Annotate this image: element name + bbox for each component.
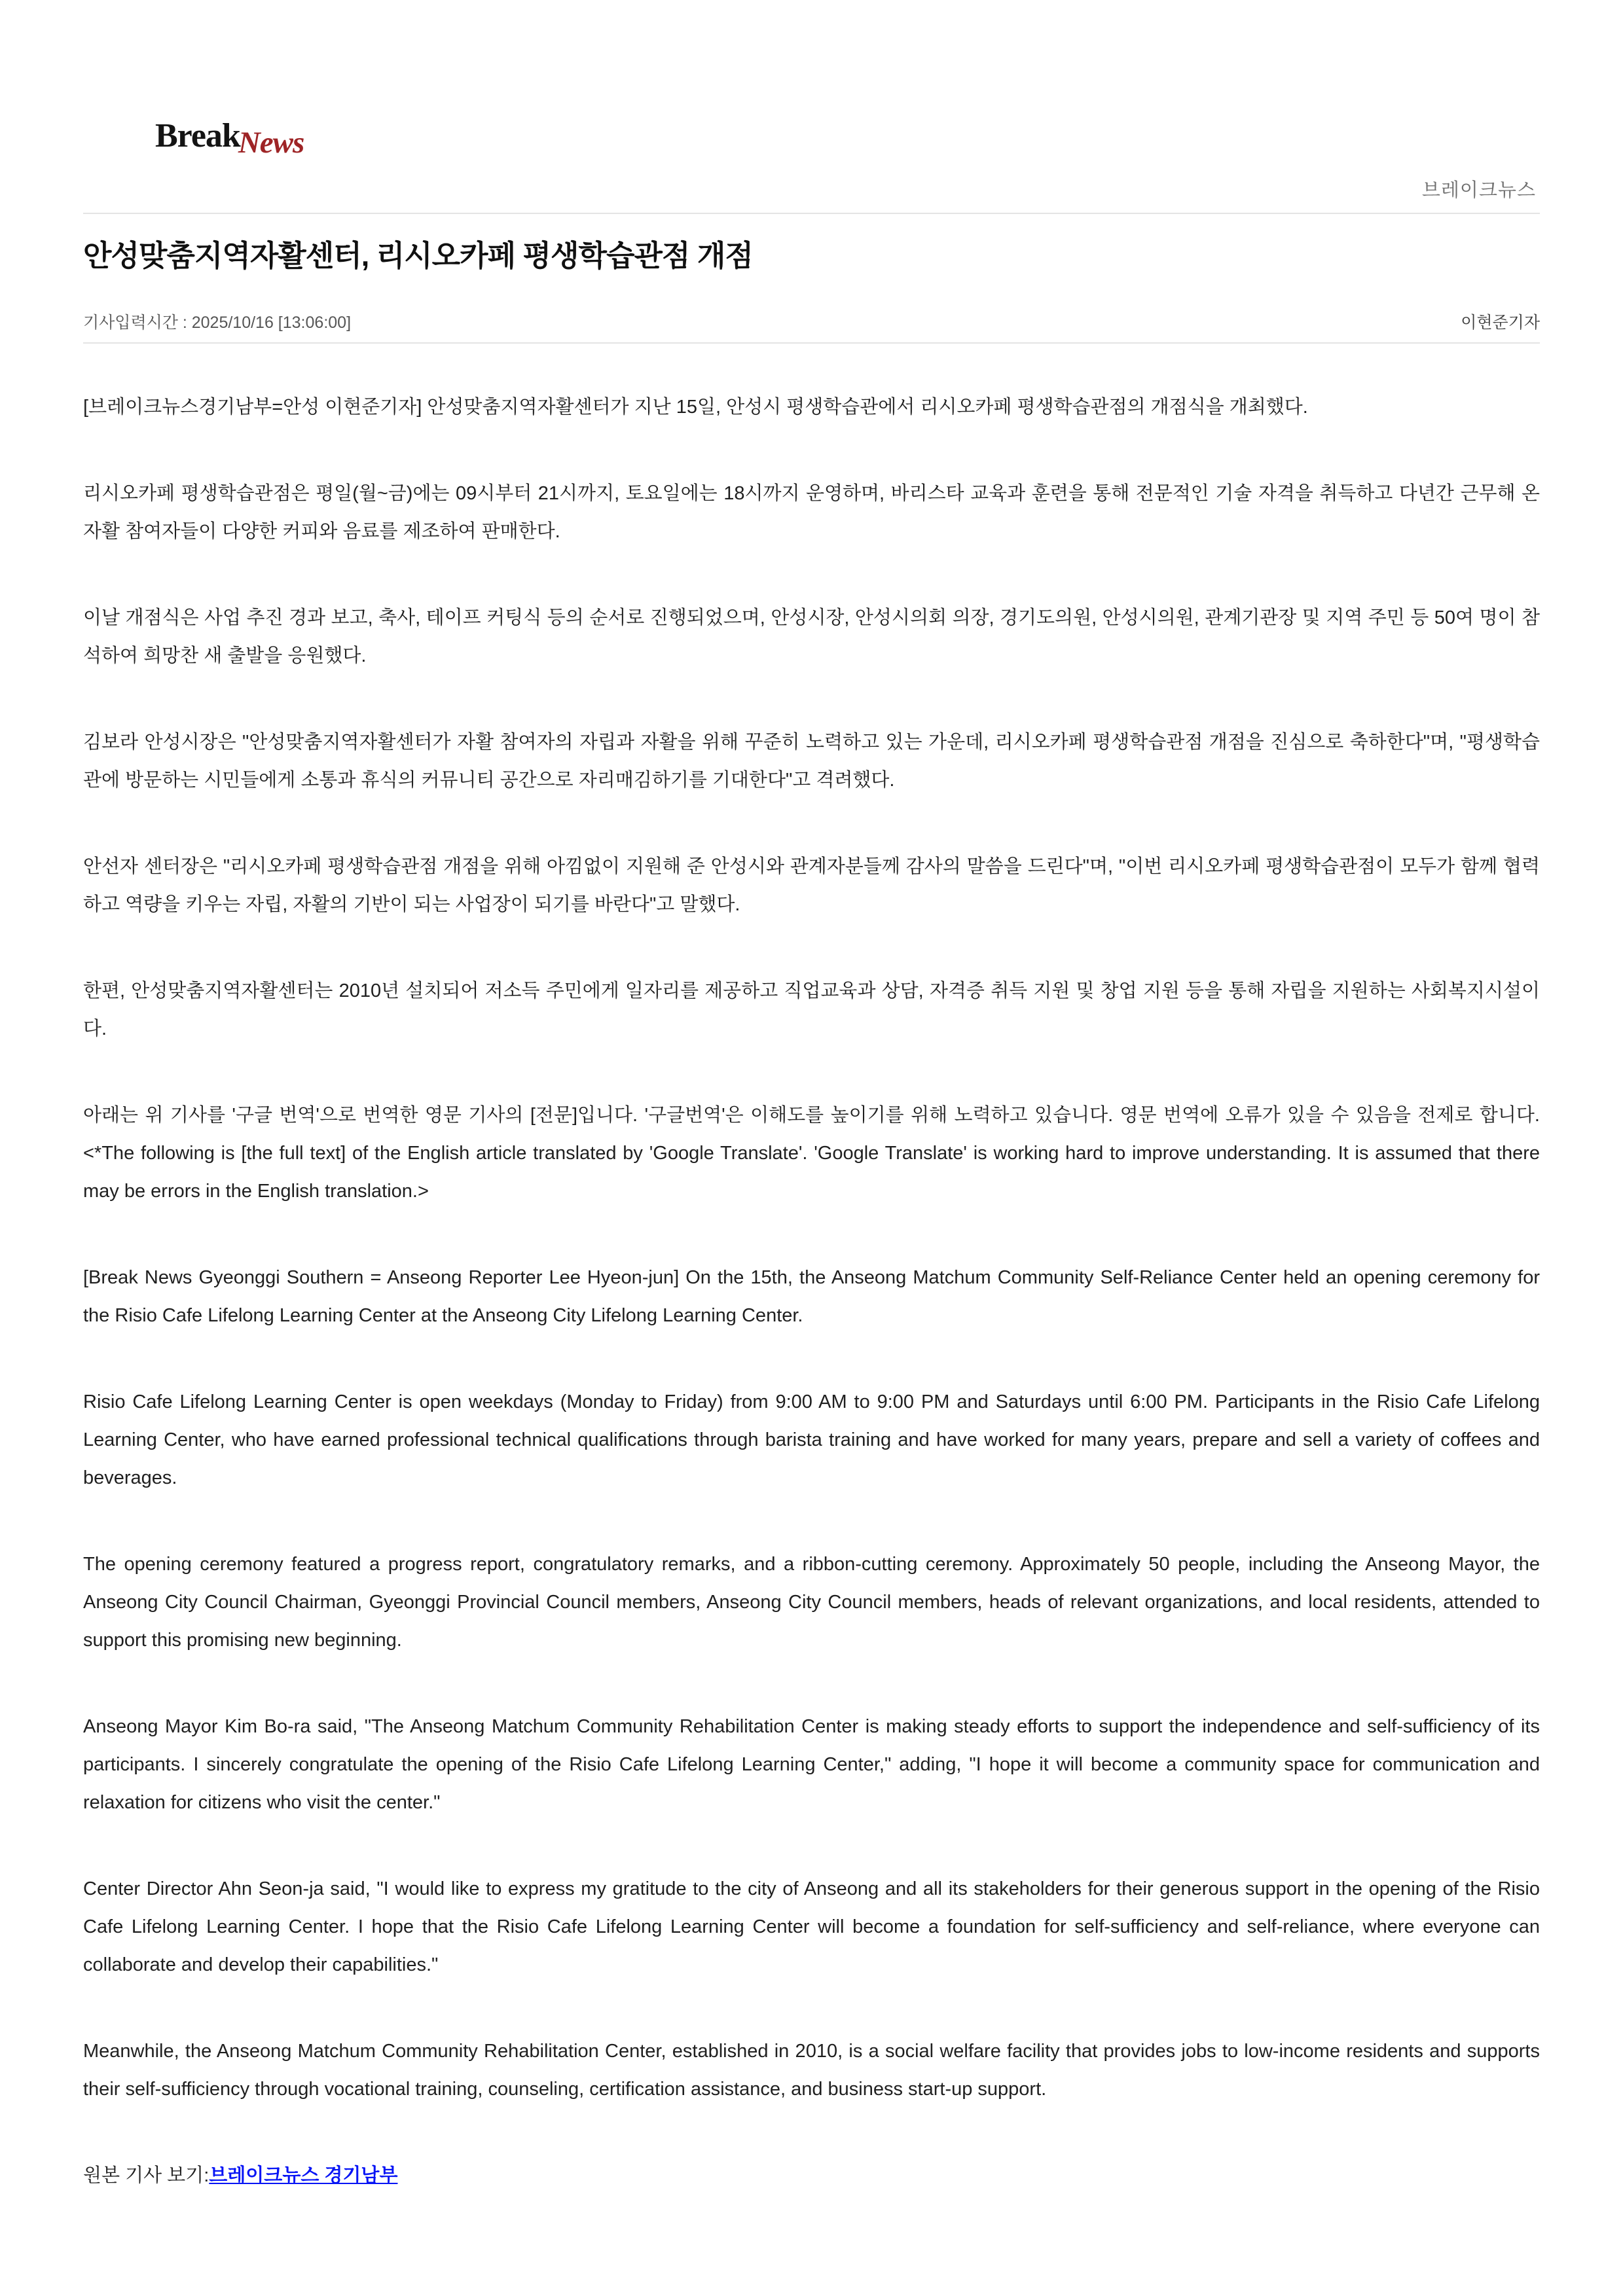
header-divider <box>83 213 1540 214</box>
translation-note-paragraph: 아래는 위 기사를 '구글 번역'으로 번역한 영문 기사의 [전문]입니다. '구글번역'은 이해도를 높이기를 위해 노력하고 있습니다. 영문 번역에 오류가 있을 수 있음을 전제로 합니다.<*The following is [the full text] of the English article translated by 'Google Translate'. 'Google Translate' is working hard to improve understanding. It is assumed that there may be errors in the English translation.> <box>83 1105 1540 1202</box>
site-name-label: 브레이크뉴스 <box>1421 180 1536 201</box>
article-body <box>83 344 1540 2195</box>
page-content <box>83 0 1540 2195</box>
logo-text-news: News <box>238 126 304 160</box>
publish-time-label: 기사입력시간 : 2025/10/16 [13:06:00] <box>83 314 352 332</box>
breaknews-logo[interactable] <box>155 117 306 160</box>
source-row <box>83 2157 1540 2195</box>
article-paragraph: [브레이크뉴스경기남부=안성 이현준기자] 안성맞춤지역자활센터가 지난 15일, 안성시 평생학습관에서 리시오카페 평생학습관점의 개점식을 개최했다. <box>83 397 1308 418</box>
article-paragraph: 이날 개점식은 사업 추진 경과 보고, 축사, 테이프 커팅식 등의 순서로 진행되었으며, 안성시장, 안성시의회 의장, 경기도의원, 안성시의원, 관계기관장 및 지역 주민 등 50여 명이 참석하여 희망찬 새 출발을 응원했다. <box>83 607 1540 667</box>
article-title: 안성맞춤지역자활센터, 리시오카페 평생학습관점 개점 <box>83 239 753 272</box>
article-paragraph-en: Anseong Mayor Kim Bo-ra said, "The Anseong Matchum Community Rehabilitation Center is making steady efforts to support the independence and self-sufficiency of its participants. I sincerely congratulate the opening of the Risio Cafe Lifelong Learning Center," adding, "I hope it will become a community space for communication and relaxation for citizens who visit the center." <box>83 1716 1540 1814</box>
article-paragraph: 리시오카페 평생학습관점은 평일(월~금)에는 09시부터 21시까지, 토요일에는 18시까지 운영하며, 바리스타 교육과 훈련을 통해 전문적인 기술 자격을 취득하고 다년간 근무해 온 자활 참여자들이 다양한 커피와 음료를 제조하여 판매한다. <box>83 483 1540 543</box>
article-paragraph: 안선자 센터장은 "리시오카페 평생학습관점 개점을 위해 아낌없이 지원해 준 안성시와 관계자분들께 감사의 말씀을 드린다"며, "이번 리시오카페 평생학습관점이 모두가 함께 협력하고 역량을 키우는 자립, 자활의 기반이 되는 사업장이 되기를 바란다"고 말했다. <box>83 856 1540 916</box>
article-paragraph-en: Meanwhile, the Anseong Matchum Community Rehabilitation Center, established in 2010, is a social welfare facility that provides jobs to low-income residents and supports their self-sufficiency through vocational training, counseling, certification assistance, and business start-up support. <box>83 2041 1540 2100</box>
article-paragraph: 한편, 안성맞춤지역자활센터는 2010년 설치되어 저소득 주민에게 일자리를 제공하고 직업교육과 상담, 자격증 취득 지원 및 창업 지원 등을 통해 자립을 지원하는 사회복지시설이다. <box>83 980 1540 1040</box>
logo-text-break: Break <box>155 117 240 154</box>
article-paragraph-en: Center Director Ahn Seon-ja said, "I would like to express my gratitude to the city of Anseong and all its stakeholders for their generous support in the opening of the Risio Cafe Lifelong Learning Center. I hope that the Risio Cafe Lifelong Learning Center will become a foundation for self-sufficiency and self-reliance, where everyone can collaborate and develop their capabilities." <box>83 1878 1540 1976</box>
source-label: 원본 기사 보기: <box>83 2165 210 2187</box>
masthead <box>83 0 1540 213</box>
source-link[interactable]: 브레이크뉴스 경기남부 <box>209 2165 398 2187</box>
article-paragraph-en: The opening ceremony featured a progress report, congratulatory remarks, and a ribbon-cutting ceremony. Approximately 50 people, including the Anseong Mayor, the Anseong City Council Chairman, Gyeonggi Provincial Council members, Anseong City Council members, heads of relevant organizations, and local residents, attended to support this promising new beginning. <box>83 1554 1540 1651</box>
article-paragraph: 김보라 안성시장은 "안성맞춤지역자활센터가 자활 참여자의 자립과 자활을 위해 꾸준히 노력하고 있는 가운데, 리시오카페 평생학습관점 개점을 진심으로 축하한다"며, "평생학습관에 방문하는 시민들에게 소통과 휴식의 커뮤니티 공간으로 자리매김하기를 기대한다"고 격려했다. <box>83 732 1540 791</box>
article-meta <box>83 310 1540 333</box>
reporter-name: 이현준기자 <box>1461 314 1540 332</box>
article-paragraph-en: Risio Cafe Lifelong Learning Center is open weekdays (Monday to Friday) from 9:00 AM to 9:00 PM and Saturdays until 6:00 PM. Participants in the Risio Cafe Lifelong Learning Center, who have earned professional technical qualifications through barista training and have worked for many years, prepare and sell a variety of coffees and beverages. <box>83 1391 1540 1489</box>
article-paragraph-en: [Break News Gyeonggi Southern = Anseong Reporter Lee Hyeon-jun] On the 15th, the Anseong Matchum Community Self-Reliance Center held an opening ceremony for the Risio Cafe Lifelong Learning Center at the Anseong City Lifelong Learning Center. <box>83 1267 1540 1327</box>
